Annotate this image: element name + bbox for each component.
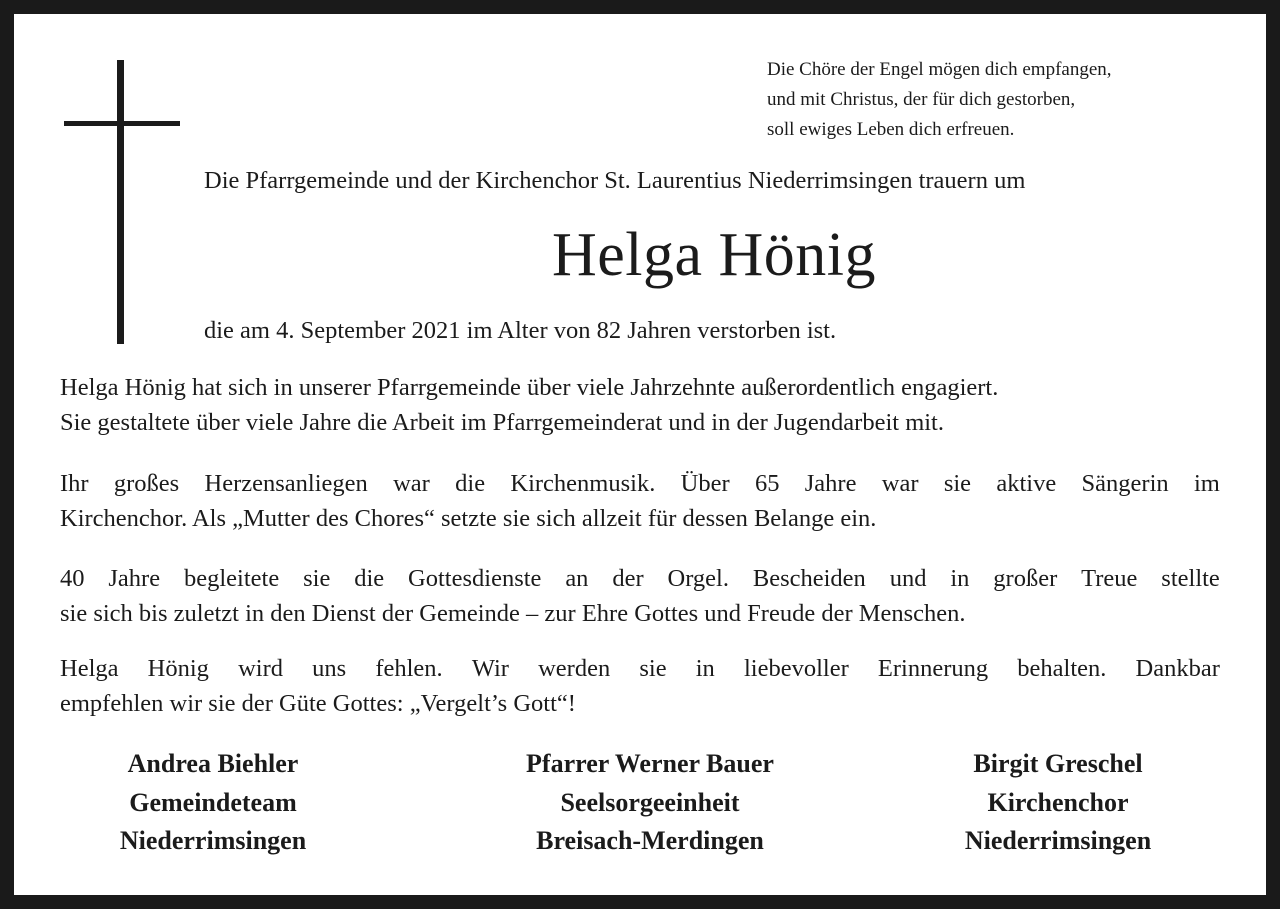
- word: großes: [113, 470, 180, 497]
- word: Jahre: [804, 470, 857, 497]
- word: Bescheiden: [752, 565, 866, 592]
- word: Ihr: [60, 470, 89, 497]
- paragraph-line: [60, 466, 1220, 501]
- signature-role: Gemeindeteam: [129, 787, 297, 817]
- word: Helga: [60, 655, 119, 682]
- word: die: [354, 565, 385, 592]
- word: werden: [538, 655, 611, 682]
- word: uns: [312, 655, 347, 682]
- word: sie: [303, 565, 331, 592]
- word: an: [565, 565, 589, 592]
- word: wird: [238, 655, 283, 682]
- signature-block: [888, 745, 1228, 861]
- word: Wir: [471, 655, 509, 682]
- paragraph-line: [60, 561, 1220, 596]
- word: begleitete: [183, 565, 280, 592]
- word: sie: [639, 655, 667, 682]
- paragraph: [60, 370, 1220, 440]
- paragraph-line: sie sich bis zuletzt in den Dienst der Gemeinde – zur Ehre Gottes und Freude der Menschen.: [60, 600, 966, 627]
- cross-icon-bar: [64, 121, 180, 126]
- signature-place: Breisach-Merdingen: [536, 826, 764, 855]
- word: war: [393, 470, 430, 497]
- death-line: die am 4. September 2021 im Alter von 82 Jahren verstorben ist.: [204, 317, 837, 344]
- word: 40: [60, 565, 85, 592]
- paragraph-line: empfehlen wir sie der Güte Gottes: „Vergelt’s Gott“!: [60, 690, 576, 717]
- paragraph-line: Helga Hönig hat sich in unserer Pfarrgemeinde über viele Jahrzehnte außerordentlich engagiert.: [60, 374, 999, 401]
- deceased-name: Helga Hönig: [551, 221, 877, 289]
- paragraph-line: Kirchenchor. Als „Mutter des Chores“ setzte sie sich allzeit für dessen Belange ein.: [60, 505, 877, 532]
- verse-line: und mit Christus, der für dich gestorben,: [767, 89, 1076, 110]
- word: 65: [754, 470, 780, 497]
- verse-line: soll ewiges Leben dich erfreuen.: [767, 119, 1015, 140]
- signature-name: Birgit Greschel: [973, 749, 1143, 778]
- signature-name: Andrea Biehler: [127, 749, 299, 778]
- word: in: [695, 655, 715, 682]
- word: Über: [680, 470, 730, 497]
- paragraph-line: Sie gestaltete über viele Jahre die Arbeit im Pfarrgemeinderat und in der Jugendarbeit mit.: [60, 409, 944, 436]
- word: behalten.: [1017, 655, 1107, 682]
- signature-block: [480, 745, 820, 861]
- signature-place: Niederrimsingen: [119, 826, 307, 855]
- word: stellte: [1161, 565, 1220, 592]
- word: aktive: [996, 470, 1057, 497]
- word: Erinnerung: [877, 655, 989, 682]
- word: fehlen.: [375, 655, 443, 682]
- signature-name: Pfarrer Werner Bauer: [526, 749, 774, 778]
- word: Sängerin: [1081, 470, 1169, 497]
- paragraph-line: [60, 651, 1220, 686]
- cross-icon: [117, 60, 124, 344]
- signature-place: Niederrimsingen: [964, 826, 1152, 855]
- word: im: [1193, 470, 1220, 497]
- signature-role: Seelsorgeeinheit: [560, 787, 740, 817]
- word: Kirchenmusik.: [510, 470, 656, 497]
- paragraph: [60, 466, 1220, 536]
- signature-role: Kirchenchor: [987, 787, 1129, 817]
- word: großer: [993, 565, 1058, 592]
- paragraph: [60, 651, 1220, 721]
- word: der: [612, 565, 644, 592]
- word: Orgel.: [667, 565, 729, 592]
- word: Treue: [1081, 565, 1138, 592]
- word: und: [889, 565, 927, 592]
- signature-block: [43, 745, 383, 861]
- word: Gottesdienste: [408, 565, 542, 592]
- word: Herzensanliegen: [204, 470, 368, 497]
- paragraph: [60, 561, 1220, 631]
- word: Dankbar: [1135, 655, 1220, 682]
- verse: [767, 55, 1112, 145]
- word: war: [881, 470, 919, 497]
- word: Hönig: [147, 655, 209, 682]
- word: Jahre: [108, 565, 161, 592]
- verse-line: Die Chöre der Engel mögen dich empfangen,: [767, 59, 1112, 80]
- word: in: [950, 565, 970, 592]
- word: liebevoller: [743, 655, 849, 682]
- word: sie: [943, 470, 972, 497]
- word: die: [455, 470, 486, 497]
- intro-text: Die Pfarrgemeinde und der Kirchenchor St. Laurentius Niederrimsingen trauern um: [204, 167, 1026, 194]
